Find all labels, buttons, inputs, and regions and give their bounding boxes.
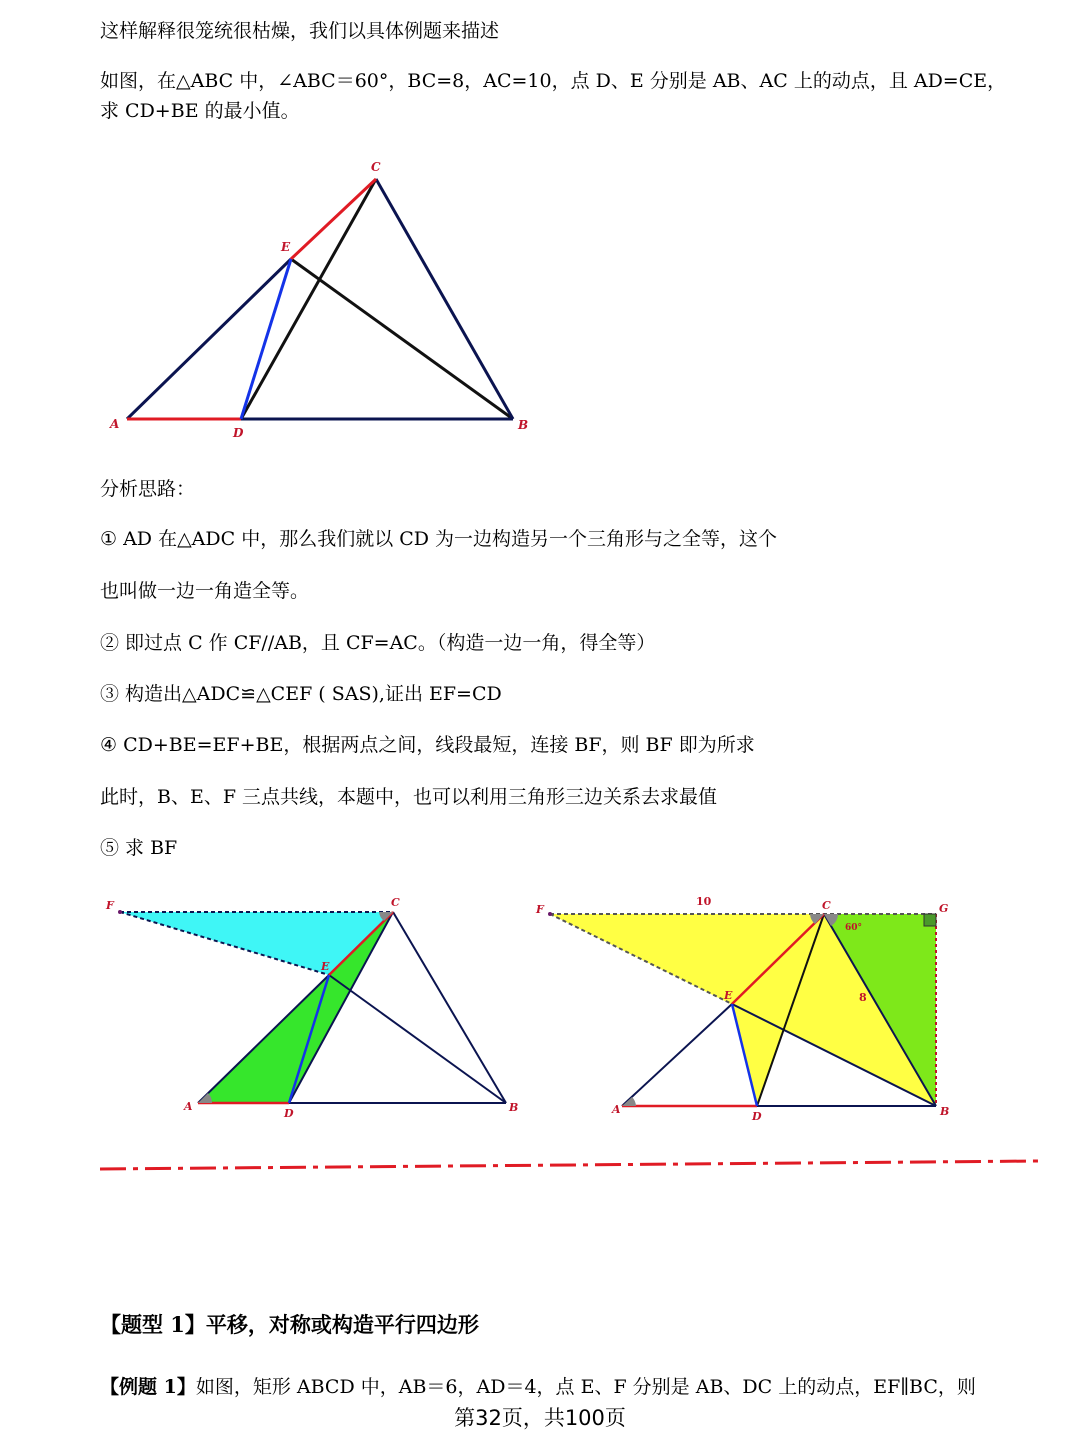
label-a: A bbox=[184, 1100, 193, 1113]
step3: ③ 构造出△ADC≌△CEF ( SAS),证出 EF=CD bbox=[100, 683, 502, 705]
length-label-cf: 10 bbox=[696, 895, 712, 908]
step1-line1: ① AD 在△ADC 中，那么我们就以 CD 为一边构造另一个三角形与之全等，这个 bbox=[100, 528, 778, 550]
section-heading: 【题型 1】平移，对称或构造平行四边形 bbox=[100, 1312, 479, 1337]
segment-eb bbox=[329, 975, 506, 1103]
label-f: F bbox=[536, 903, 544, 916]
intro-text: 这样解释很笼统很枯燥，我们以具体例题来描述 bbox=[100, 20, 500, 42]
label-e: E bbox=[321, 960, 330, 973]
problem-statement-line2: 求 CD+BE 的最小值。 bbox=[100, 100, 300, 122]
step1-line2: 也叫做一边一角造全等。 bbox=[100, 580, 310, 602]
label-f: F bbox=[106, 899, 114, 912]
label-c: C bbox=[822, 899, 831, 912]
point-f bbox=[548, 912, 552, 916]
example-1 bbox=[100, 1376, 976, 1400]
step5: ⑤ 求 BF bbox=[100, 837, 178, 859]
section-divider bbox=[100, 1161, 1038, 1169]
label-d: D bbox=[233, 426, 244, 440]
label-g: G bbox=[939, 902, 949, 915]
point-f bbox=[118, 910, 122, 914]
angle-label-c: 60° bbox=[845, 923, 863, 933]
example-text: 如图，矩形 ABCD 中，AB＝6，AD＝4，点 E、F 分别是 AB、DC 上的动点，EF∥BC，则 bbox=[195, 1376, 976, 1398]
problem-statement-line1: 如图，在△ABC 中，∠ABC＝60°，BC=8，AC=10，点 D、E 分别是 AB、AC 上的动点，且 AD=CE， bbox=[100, 70, 1007, 92]
segment-cb bbox=[393, 912, 506, 1103]
label-c: C bbox=[391, 896, 400, 909]
label-e: E bbox=[724, 989, 733, 1002]
figure3 bbox=[535, 895, 949, 1123]
label-b: B bbox=[509, 1101, 519, 1114]
label-a: A bbox=[110, 417, 120, 431]
label-b: B bbox=[518, 418, 529, 432]
step4-line1: ④ CD+BE=EF+BE，根据两点之间，线段最短，连接 BF，则 BF 即为所求 bbox=[100, 734, 755, 756]
right-angle-mark-g bbox=[924, 914, 936, 926]
step4-line2: 此时，B、E、F 三点共线，本题中，也可以利用三角形三边关系去求最值 bbox=[100, 786, 718, 808]
segment-ae bbox=[622, 1004, 732, 1106]
label-b: B bbox=[940, 1105, 950, 1118]
figure2 bbox=[105, 896, 518, 1120]
page-footer: 第32页，共100页 bbox=[454, 1406, 626, 1430]
label-e: E bbox=[281, 240, 291, 254]
analysis-title: 分析思路： bbox=[100, 478, 196, 500]
label-a: A bbox=[612, 1103, 621, 1116]
example-label: 【例题 1】 bbox=[100, 1376, 196, 1398]
length-label-cb: 8 bbox=[859, 991, 867, 1004]
label-c: C bbox=[371, 160, 381, 174]
step2: ② 即过点 C 作 CF//AB，且 CF=AC。（构造一边一角，得全等） bbox=[100, 632, 656, 654]
label-d: D bbox=[752, 1110, 762, 1123]
label-d: D bbox=[284, 1107, 294, 1120]
